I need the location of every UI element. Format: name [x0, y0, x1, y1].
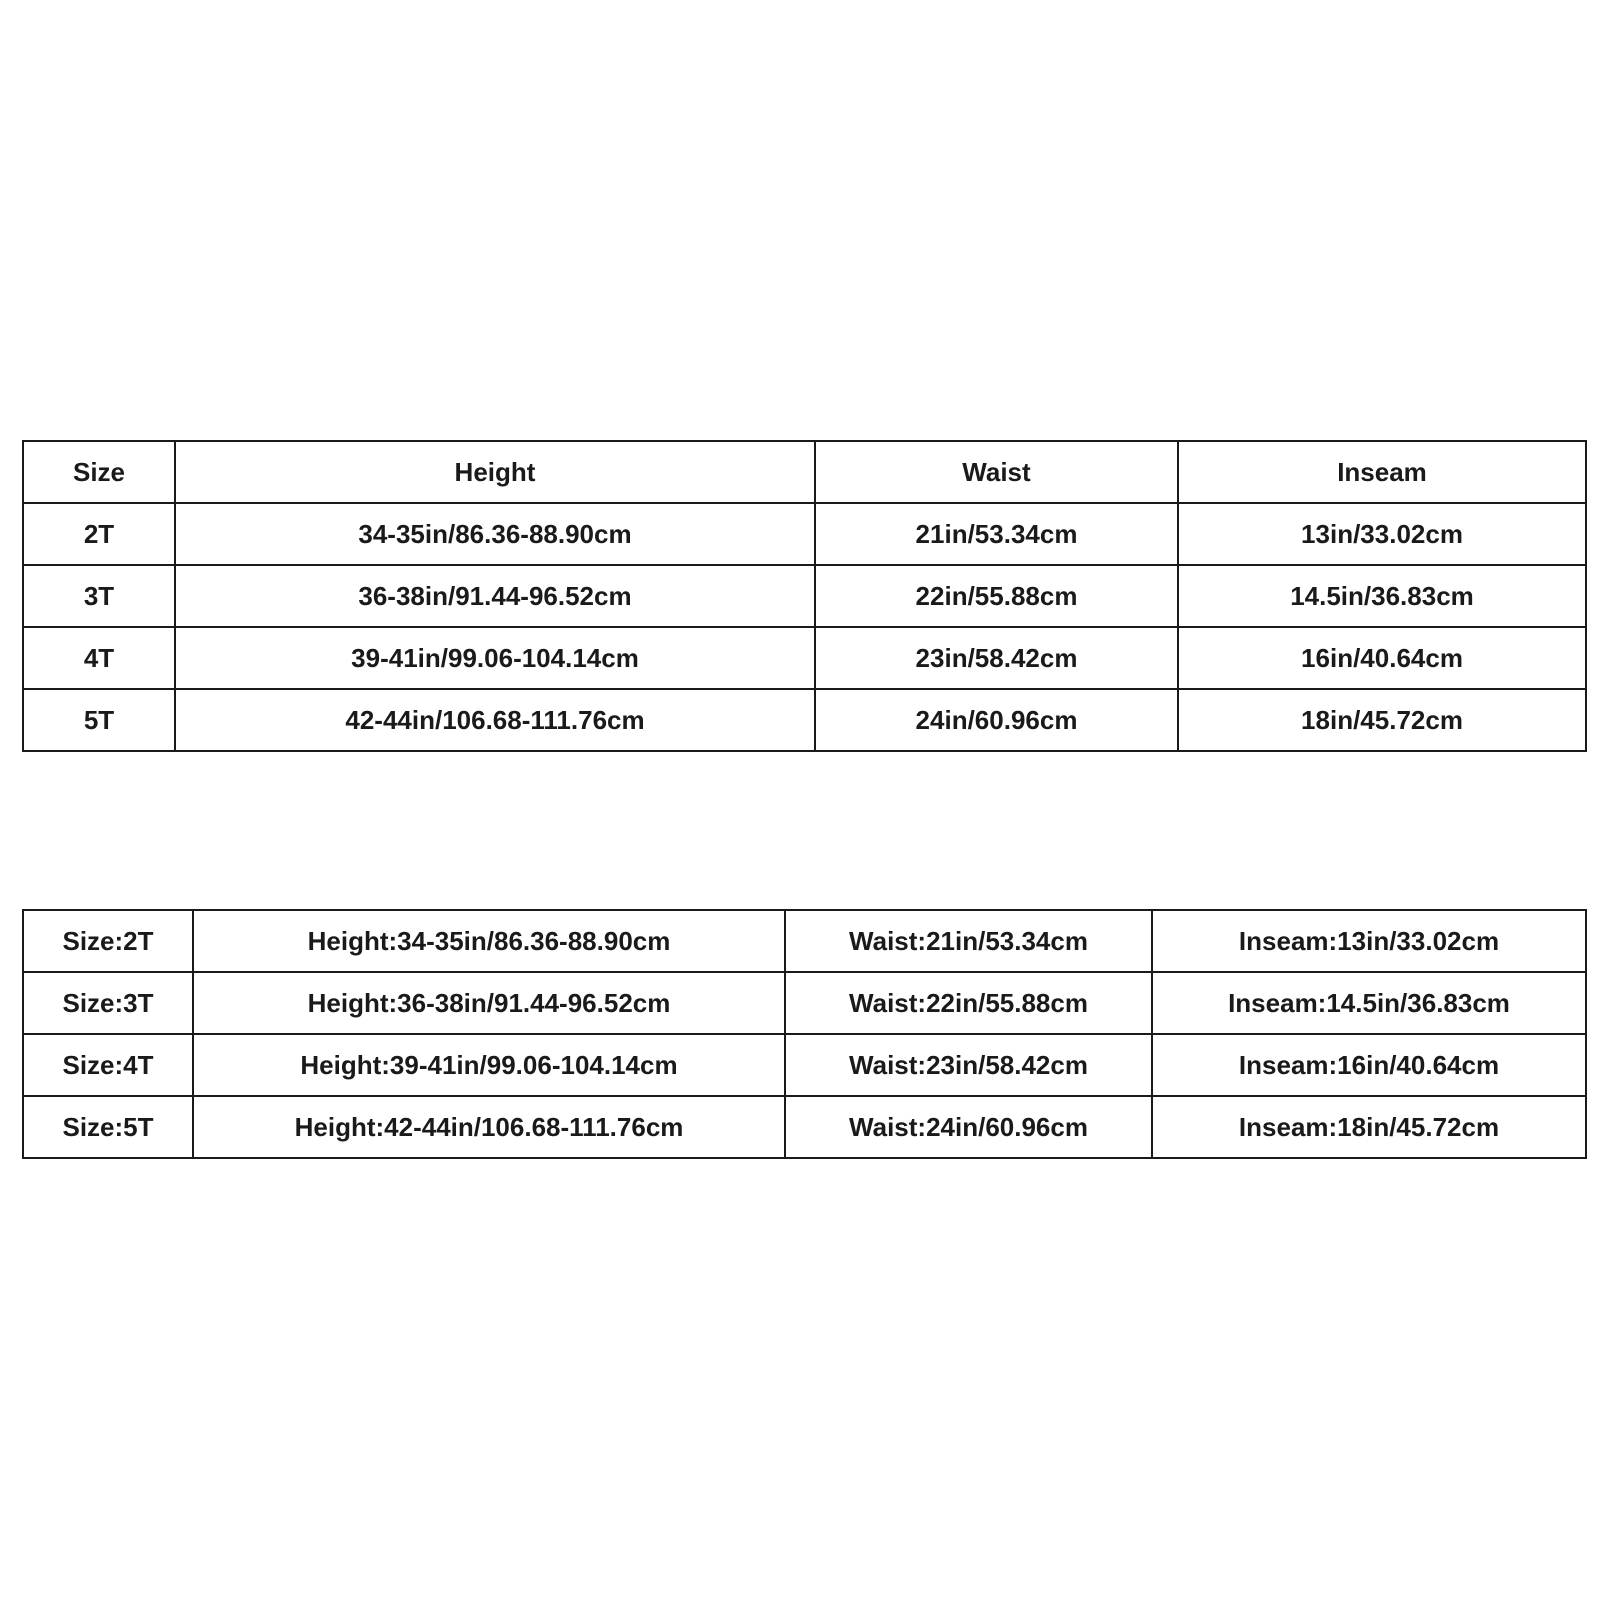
- cell-waist: 23in/58.42cm: [815, 627, 1178, 689]
- cell-height: Height:42-44in/106.68-111.76cm: [193, 1096, 785, 1158]
- cell-waist: 24in/60.96cm: [815, 689, 1178, 751]
- size-chart-labeled-table: [22, 909, 1587, 1159]
- table-header-row: [23, 441, 1586, 503]
- cell-inseam: Inseam:14.5in/36.83cm: [1152, 972, 1586, 1034]
- cell-waist: Waist:24in/60.96cm: [785, 1096, 1152, 1158]
- table-row: [23, 910, 1586, 972]
- table-row: [23, 689, 1586, 751]
- cell-waist: Waist:21in/53.34cm: [785, 910, 1152, 972]
- size-chart-table: [22, 440, 1587, 752]
- cell-waist: 22in/55.88cm: [815, 565, 1178, 627]
- cell-waist: Waist:22in/55.88cm: [785, 972, 1152, 1034]
- cell-inseam: 18in/45.72cm: [1178, 689, 1586, 751]
- cell-inseam: 13in/33.02cm: [1178, 503, 1586, 565]
- cell-inseam: Inseam:18in/45.72cm: [1152, 1096, 1586, 1158]
- cell-height: 39-41in/99.06-104.14cm: [175, 627, 815, 689]
- cell-height: 34-35in/86.36-88.90cm: [175, 503, 815, 565]
- cell-size: 2T: [23, 503, 175, 565]
- cell-size: Size:2T: [23, 910, 193, 972]
- table-row: [23, 565, 1586, 627]
- cell-inseam: 14.5in/36.83cm: [1178, 565, 1586, 627]
- cell-size: Size:3T: [23, 972, 193, 1034]
- cell-inseam: 16in/40.64cm: [1178, 627, 1586, 689]
- cell-height: Height:34-35in/86.36-88.90cm: [193, 910, 785, 972]
- table-row: [23, 1034, 1586, 1096]
- cell-height: 42-44in/106.68-111.76cm: [175, 689, 815, 751]
- cell-size: Size:5T: [23, 1096, 193, 1158]
- cell-height: Height:39-41in/99.06-104.14cm: [193, 1034, 785, 1096]
- header-inseam: Inseam: [1178, 441, 1586, 503]
- cell-inseam: Inseam:16in/40.64cm: [1152, 1034, 1586, 1096]
- table-row: [23, 503, 1586, 565]
- header-size: Size: [23, 441, 175, 503]
- cell-size: 5T: [23, 689, 175, 751]
- cell-size: 4T: [23, 627, 175, 689]
- table-row: [23, 627, 1586, 689]
- cell-size: 3T: [23, 565, 175, 627]
- table-row: [23, 972, 1586, 1034]
- table-row: [23, 1096, 1586, 1158]
- cell-waist: 21in/53.34cm: [815, 503, 1178, 565]
- header-height: Height: [175, 441, 815, 503]
- cell-inseam: Inseam:13in/33.02cm: [1152, 910, 1586, 972]
- header-waist: Waist: [815, 441, 1178, 503]
- cell-size: Size:4T: [23, 1034, 193, 1096]
- cell-height: 36-38in/91.44-96.52cm: [175, 565, 815, 627]
- cell-waist: Waist:23in/58.42cm: [785, 1034, 1152, 1096]
- cell-height: Height:36-38in/91.44-96.52cm: [193, 972, 785, 1034]
